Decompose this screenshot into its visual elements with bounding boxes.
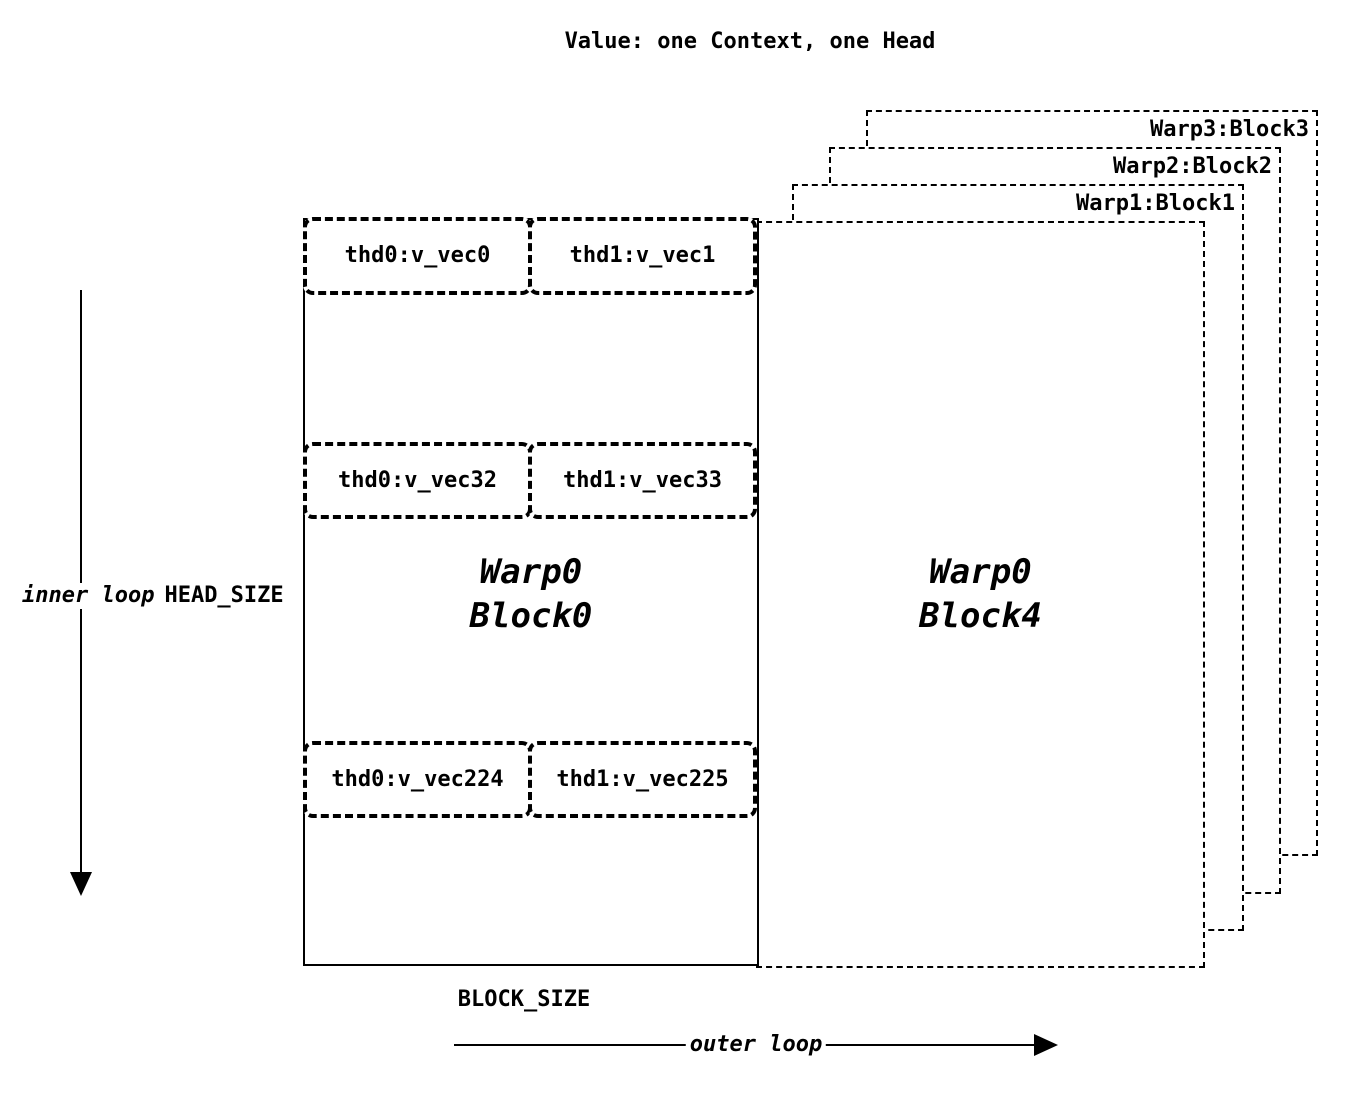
warp0-block0-label-line1: Warp0 (479, 552, 583, 592)
thread-cell-thd0-v_vec224 (303, 741, 532, 818)
inner-loop-head-size-label (20, 583, 286, 609)
warp0-block4-label-line2: Block4 (919, 596, 1042, 636)
thread-cell-label: thd0:v_vec0 (344, 243, 491, 268)
inner-loop-arrowhead-icon (70, 872, 92, 896)
thread-cell-label: thd0:v_vec32 (338, 468, 497, 493)
warp0-block0-label (305, 550, 757, 638)
warp0-block4-label (758, 550, 1203, 638)
thread-cell-thd1-v_vec1 (528, 217, 757, 295)
thread-cell-label: thd1:v_vec33 (563, 468, 722, 493)
warp3-block3-label: Warp3:Block3 (1150, 117, 1309, 142)
thread-cell-label: thd1:v_vec225 (556, 767, 729, 792)
thread-cell-label: thd0:v_vec224 (331, 767, 504, 792)
thread-cell-thd0-v_vec0 (303, 217, 532, 295)
warp0-block0-label-line2: Block0 (469, 596, 593, 636)
warp0-block4-box (756, 221, 1205, 968)
diagram-title: Value: one Context, one Head (564, 29, 936, 54)
head-size-label: HEAD_SIZE (164, 583, 284, 608)
warp1-block1-label: Warp1:Block1 (1076, 191, 1235, 216)
thread-cell-label: thd1:v_vec1 (569, 243, 716, 268)
warp0-block0-box (303, 218, 759, 966)
warp2-block2-label: Warp2:Block2 (1113, 154, 1272, 179)
thread-cell-thd0-v_vec32 (303, 442, 532, 519)
block-size-label: BLOCK_SIZE (457, 987, 591, 1012)
thread-cell-thd1-v_vec225 (528, 741, 757, 818)
inner-loop-arrow-line (80, 290, 82, 874)
inner-loop-label: inner loop (22, 583, 155, 608)
outer-loop-arrowhead-icon (1034, 1034, 1058, 1056)
thread-cell-thd1-v_vec33 (528, 442, 757, 519)
outer-loop-label: outer loop (686, 1033, 826, 1057)
warp0-block4-label-line1: Warp0 (929, 552, 1032, 592)
